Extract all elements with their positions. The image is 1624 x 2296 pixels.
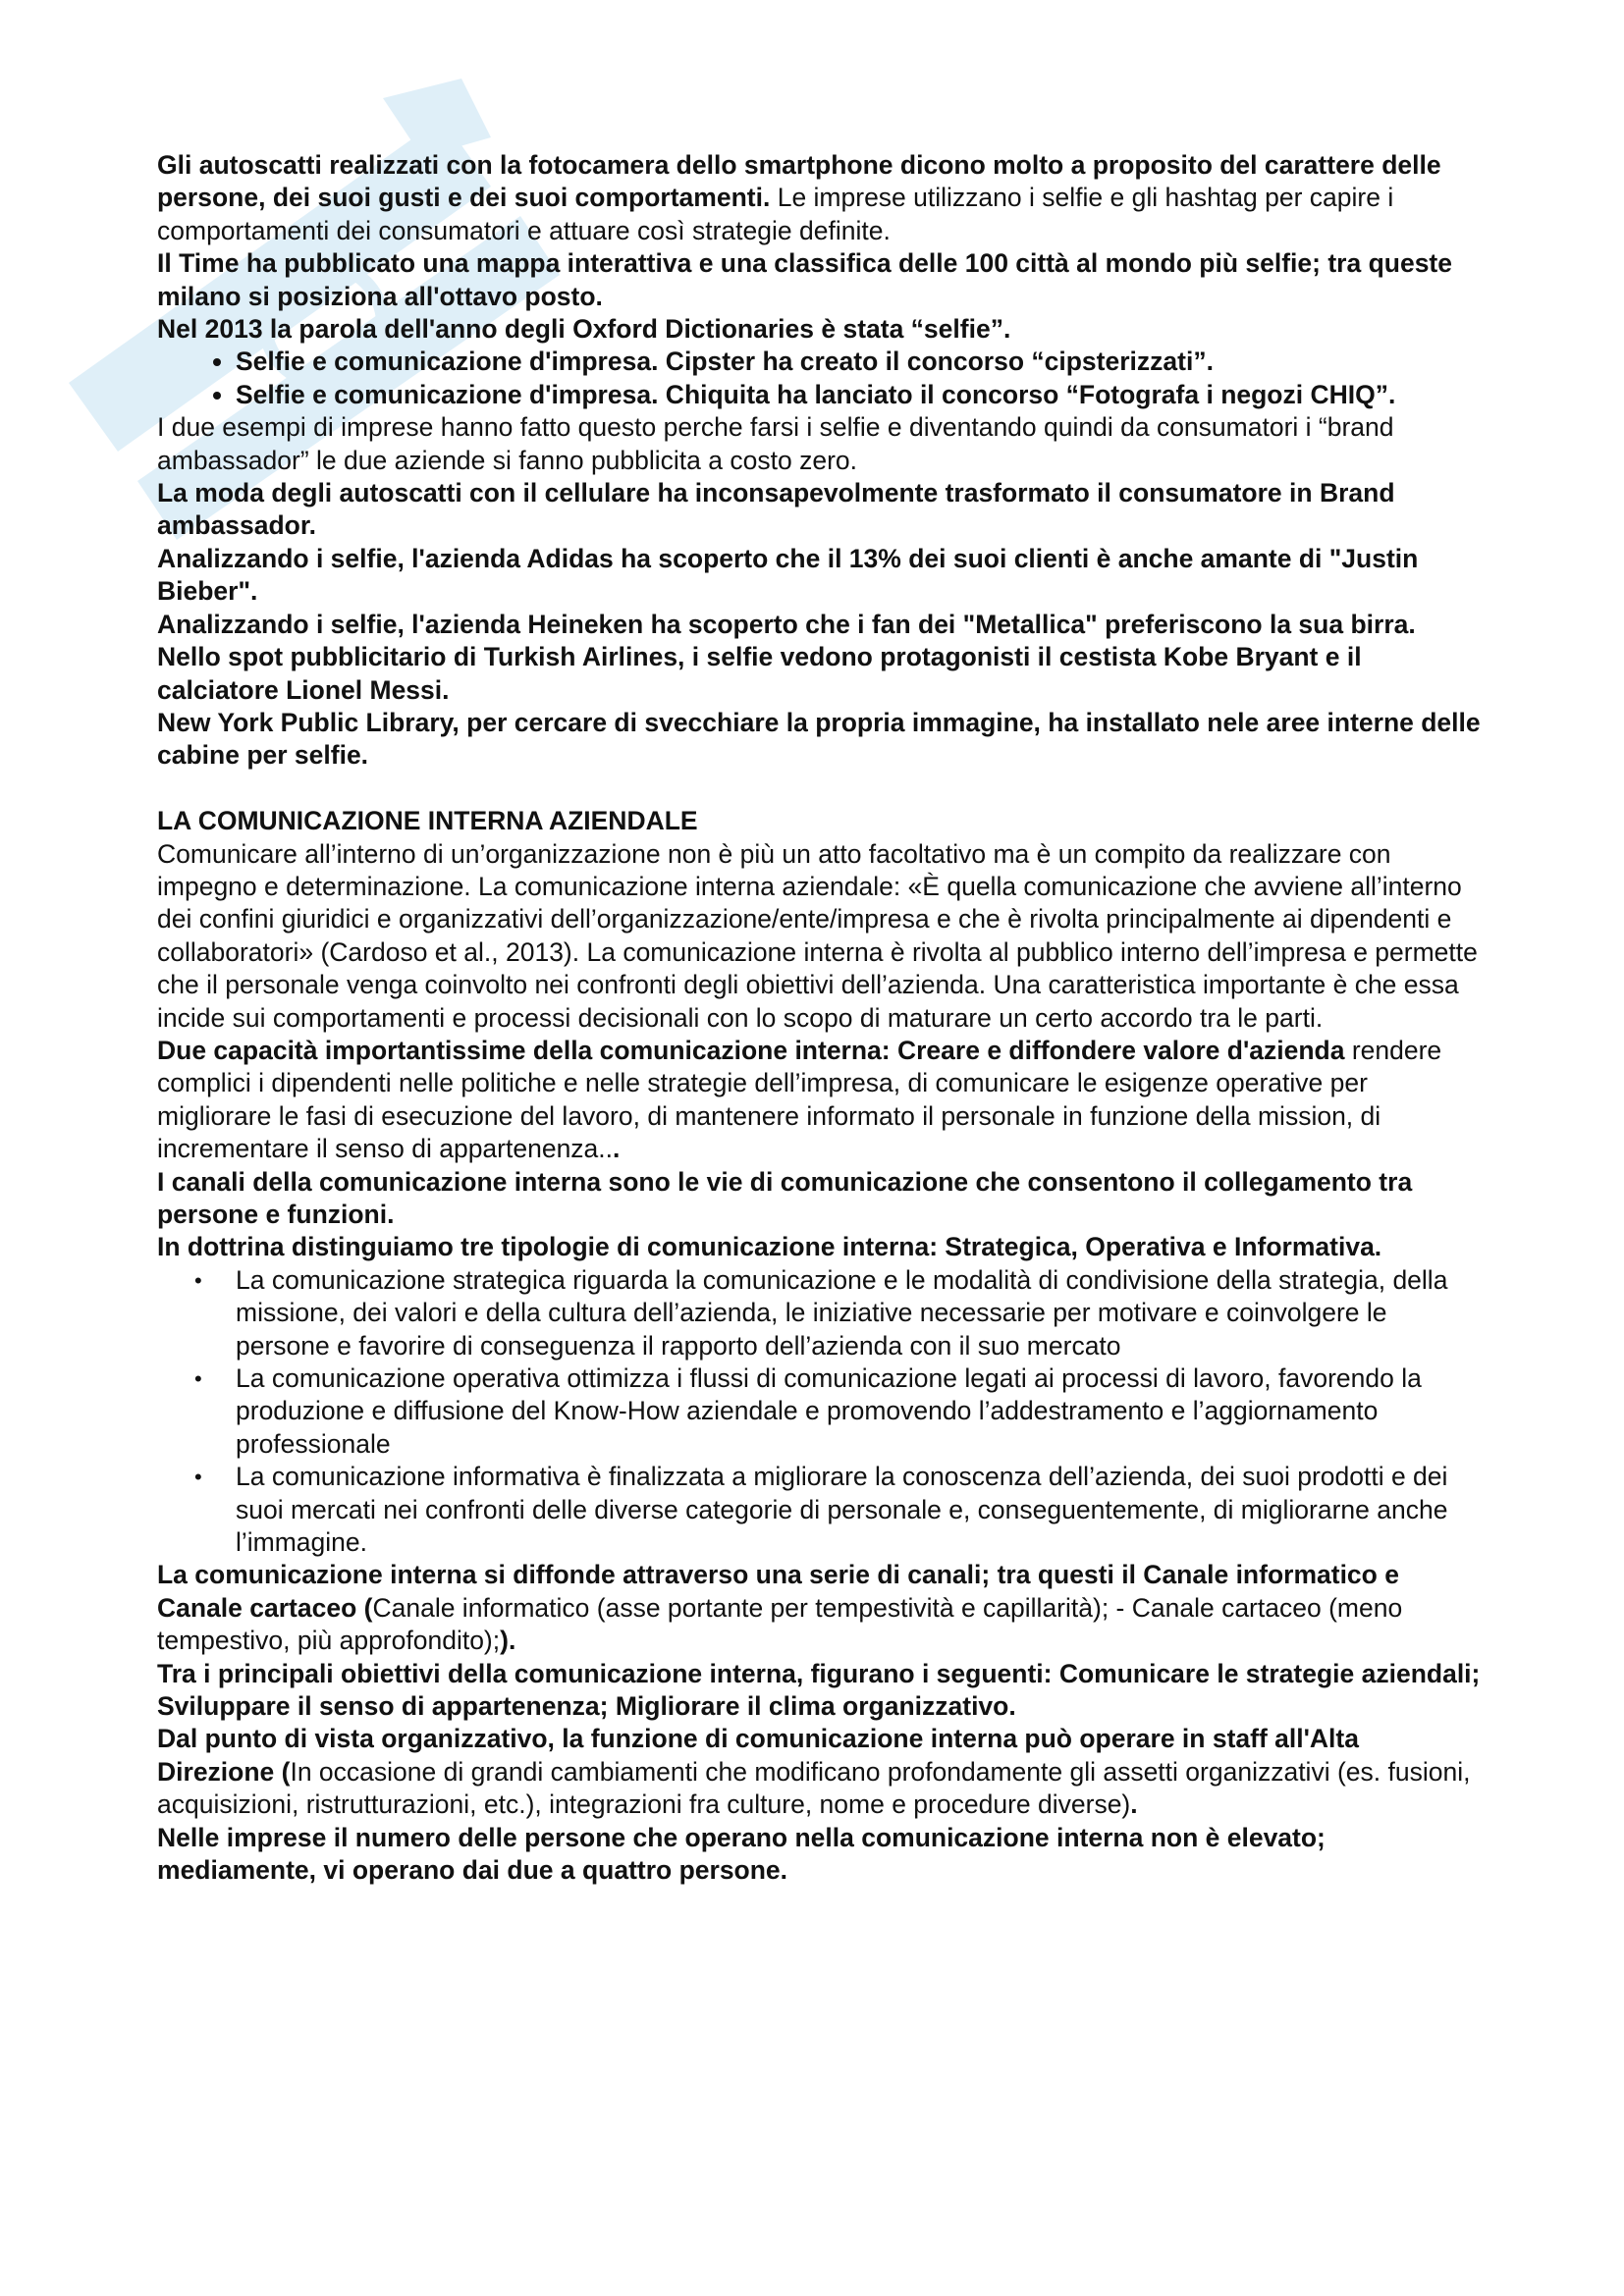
section-paragraph-2 bbox=[157, 1035, 1483, 1166]
section-paragraph-7-bold: Dal punto di vista organizzativo, la funzione di comunicazione interna può operare in staff all'Alta Direzione ( bbox=[157, 1724, 1359, 1787]
intro-paragraph-4: I due esempi di imprese hanno fatto questo perche farsi i selfie e diventando quindi da consumatori i “brand ambassador” le due aziende si fanno pubblicita a costo zero. bbox=[157, 412, 1394, 475]
section-paragraph-5-end: ). bbox=[500, 1626, 516, 1656]
intro-paragraph-1 bbox=[157, 149, 1483, 247]
intro-paragraph-2: Il Time ha pubblicato una mappa interattiva e una classifica delle 100 città al mondo più selfie; tra queste milano si posiziona all'ottavo posto. bbox=[157, 248, 1452, 311]
section-paragraph-3: I canali della comunicazione interna sono le vie di comunicazione che consentono il collegamento tra persone e funzioni. bbox=[157, 1166, 1413, 1229]
section-paragraph-6: Tra i principali obiettivi della comunicazione interna, figurano i seguenti: Comunicare le strategie aziendali; Sviluppare il senso di appartenenza; Migliorare il clima organizzativo. bbox=[157, 1658, 1481, 1722]
list-item: • La comunicazione strategica riguarda la comunicazione e le modalità di condivisione della strategia, della missione, dei valori e della cultura dell’azienda, le iniziative necessarie per motivare e coinvolgere le persone e favorire di conseguenza il rapporto dell’azienda con il suo mercato bbox=[236, 1264, 1483, 1362]
intro-paragraph-6: Analizzando i selfie, l'azienda Adidas ha scoperto che il 13% dei suoi clienti è anche amante di "Justin Bieber". bbox=[157, 543, 1419, 607]
section-paragraph-5-rest: Canale informatico (asse portante per tempestività e capillarità); - Canale cartaceo (meno tempestivo, più approfondito); bbox=[157, 1592, 1403, 1656]
section-paragraph-5 bbox=[157, 1559, 1483, 1657]
intro-paragraph-9: New York Public Library, per cercare di svecchiare la propria immagine, ha installato nele aree interne delle cabine per selfie. bbox=[157, 707, 1481, 771]
section-paragraph-2-end: . bbox=[613, 1134, 621, 1164]
section-bullet-list bbox=[157, 1264, 1483, 1560]
spacer bbox=[157, 773, 1483, 805]
section-paragraph-5-bold: La comunicazione interna si diffonde attraverso una serie di canali; tra questi il Canale informatico e Canale cartaceo ( bbox=[157, 1560, 1399, 1623]
section-paragraph-1: Comunicare all’interno di un’organizzazione non è più un atto facoltativo ma è un compito da realizzare con impegno e determinazione. La comunicazione interna aziendale: «È quella comunicazione che avviene all’interno dei confini giuridici e organizzativi dell’organizzazione/ente/impresa e che è rivolta principalmente ai dipendenti e collaboratori» (Cardoso et al., 2013). La comunicazione interna è rivolta al pubblico interno dell’impresa e permette che il personale venga coinvolto nei confronti degli obiettivi dell’azienda. Una caratteristica importante è che essa incide sui comportamenti e processi decisionali con lo scopo di maturare un certo accordo tra le parti. bbox=[157, 838, 1478, 1033]
intro-paragraph-8: Nello spot pubblicitario di Turkish Airlines, i selfie vedono protagonisti il cestista Kobe Bryant e il calciatore Lionel Messi. bbox=[157, 642, 1362, 705]
section-paragraph-8: Nelle imprese il numero delle persone che operano nella comunicazione interna non è elevato; mediamente, vi operano dai due a quattro persone. bbox=[157, 1822, 1326, 1886]
intro-paragraph-3: Nel 2013 la parola dell'anno degli Oxford Dictionaries è stata “selfie”. bbox=[157, 314, 1011, 345]
list-item: • Selfie e comunicazione d'impresa. Chiquita ha lanciato il concorso “Fotografa i negozi CHIQ”. bbox=[236, 379, 1483, 411]
section-paragraph-2-bold: Due capacità importantissime della comunicazione interna: Creare e diffondere valore d'azienda bbox=[157, 1035, 1345, 1065]
list-item: • La comunicazione informativa è finalizzata a migliorare la conoscenza dell’azienda, dei suoi prodotti e dei suoi mercati nei confronti delle diverse categorie di personale e, conseguentemente, di migliorarne anche l’immagine. bbox=[236, 1461, 1483, 1559]
document-page bbox=[157, 149, 1483, 1888]
section-paragraph-7-end: . bbox=[1130, 1789, 1138, 1820]
intro-paragraph-1-bold: Gli autoscatti realizzati con la fotocamera dello smartphone dicono molto a proposito del carattere delle persone, dei suoi gusti e dei suoi comportamenti. bbox=[157, 150, 1441, 213]
section-heading: LA COMUNICAZIONE INTERNA AZIENDALE bbox=[157, 806, 698, 836]
section-paragraph-7-rest: In occasione di grandi cambiamenti che modificano profondamente gli assetti organizzativi (es. fusioni, acquisizioni, ristrutturazioni, etc.), integrazioni fra culture, nome e procedure diverse) bbox=[157, 1756, 1471, 1820]
intro-paragraph-1-rest: Le imprese utilizzano i selfie e gli hashtag per capire i comportamenti dei consumatori e attuare così strategie definite. bbox=[157, 183, 1394, 245]
intro-bullet-list bbox=[157, 346, 1483, 411]
section-paragraph-4: In dottrina distinguiamo tre tipologie di comunicazione interna: Strategica, Operativa e Informativa. bbox=[157, 1232, 1382, 1262]
list-item: • Selfie e comunicazione d'impresa. Cipster ha creato il concorso “cipsterizzati”. bbox=[236, 346, 1483, 378]
intro-paragraph-7: Analizzando i selfie, l'azienda Heineken ha scoperto che i fan dei "Metallica" preferiscono la sua birra. bbox=[157, 609, 1416, 639]
list-item: • La comunicazione operativa ottimizza i flussi di comunicazione legati ai processi di lavoro, favorendo la produzione e diffusione del Know-How aziendale e promovendo l’addestramento e l’aggiornamento professionale bbox=[236, 1362, 1483, 1461]
intro-paragraph-5: La moda degli autoscatti con il cellulare ha inconsapevolmente trasformato il consumatore in Brand ambassador. bbox=[157, 478, 1395, 541]
section-paragraph-2-rest: rendere complici i dipendenti nelle politiche e nelle strategie dell’impresa, di comunicare le esigenze operative per migliorare le fasi di esecuzione del lavoro, di mantenere informato il personale in funzione della mission, di incrementare il senso di appartenenza.. bbox=[157, 1035, 1442, 1164]
section-paragraph-7 bbox=[157, 1723, 1483, 1821]
